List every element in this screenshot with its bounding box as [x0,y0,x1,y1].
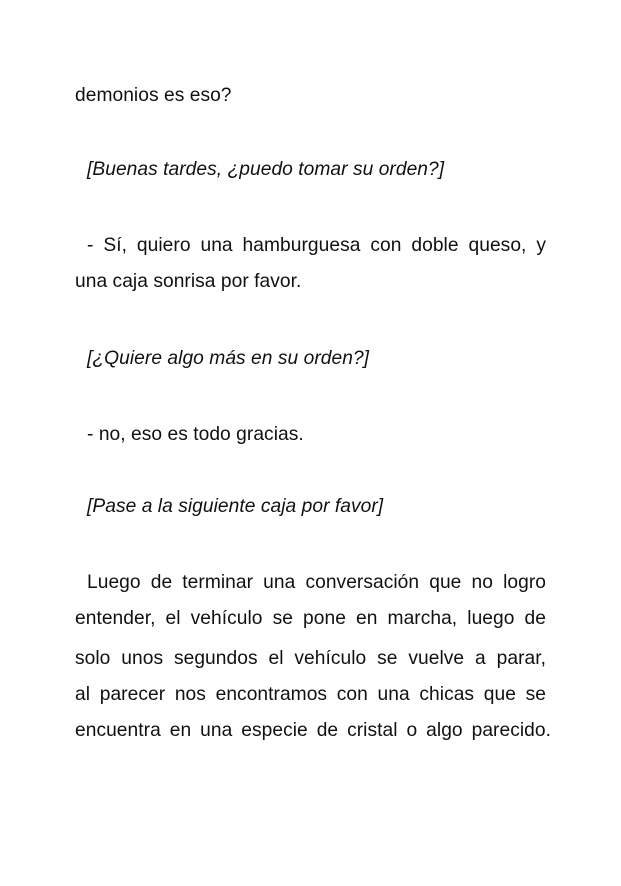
text-line: demonios es eso? [75,85,232,106]
dialogue-line: una caja sonrisa por favor. [75,271,302,292]
paragraph-line: entender, el vehículo se pone en marcha, luego de [75,608,546,629]
dialogue-line: - Sí, quiero una hamburguesa con doble queso, y [87,235,546,256]
paragraph-line: Luego de terminar una conversación que no logro [87,572,546,593]
paragraph-line: solo unos segundos el vehículo se vuelve a parar, [75,648,546,669]
paragraph-line: al parecer nos encontramos con una chicas que se [75,684,546,705]
dialogue-line: [Pase a la siguiente caja por favor] [87,496,384,517]
dialogue-line: [Buenas tardes, ¿puedo tomar su orden?] [87,159,445,180]
dialogue-line: [¿Quiere algo más en su orden?] [87,348,370,369]
dialogue-line: - no, eso es todo gracias. [87,424,304,445]
paragraph-line: encuentra en una especie de cristal o algo parecido. [75,720,551,741]
